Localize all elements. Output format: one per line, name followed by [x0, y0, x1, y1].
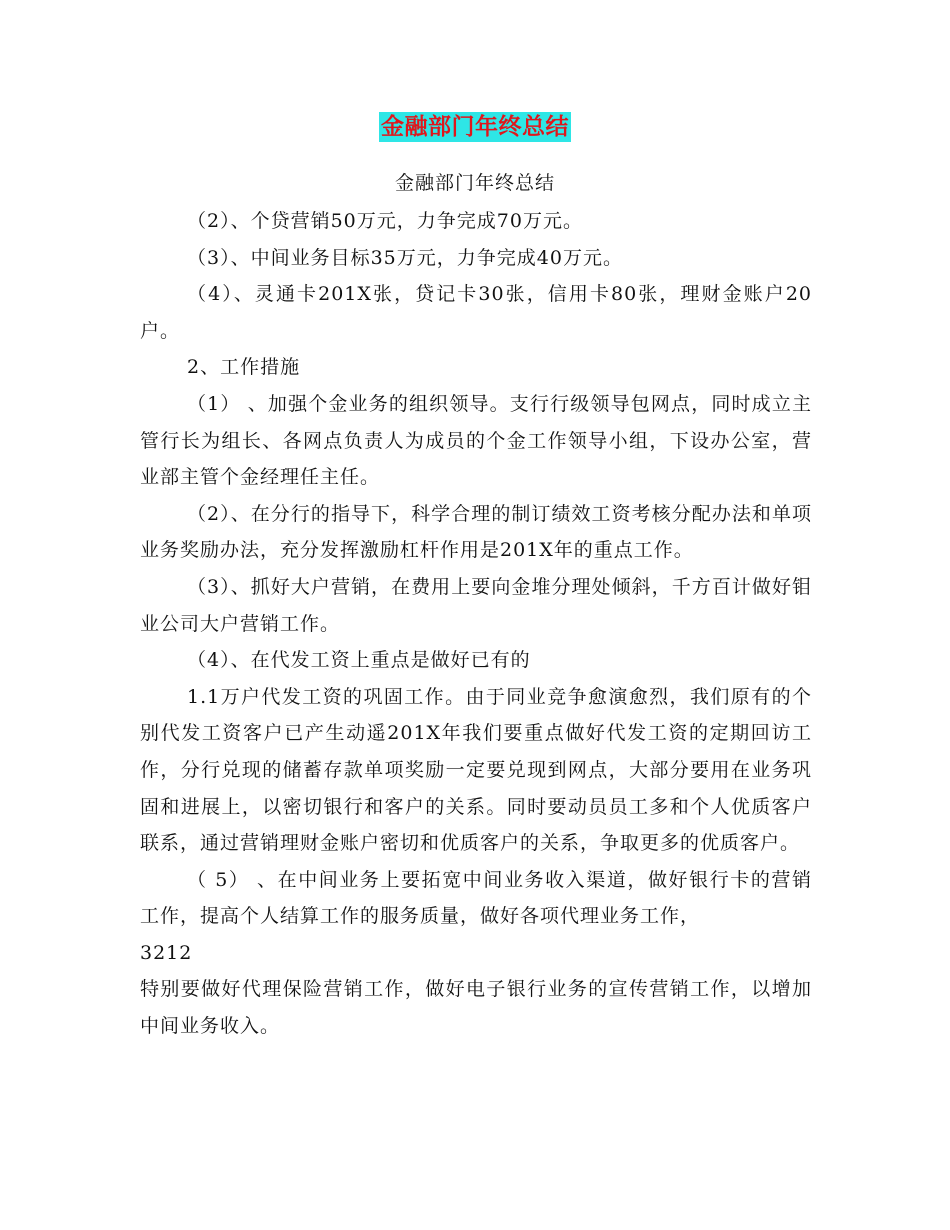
paragraph-measure-5: （ 5） 、在中间业务上要拓宽中间业务收入渠道，做好银行卡的营销工作，提高个人结算工作的服务质量，做好各项代理业务工作， — [140, 868, 812, 928]
paragraph-intermediate-target: （3）、中间业务目标35万元，力争完成40万元。 — [187, 246, 623, 269]
document-subtitle: 金融部门年终总结 — [394, 172, 555, 194]
paragraph-retail-loan: （2）、个贷营销50万元，力争完成70万元。 — [187, 210, 583, 232]
section-heading-measures: 2、工作措施 — [187, 356, 301, 379]
paragraph-measure-4: （4）、在代发工资上重点是做好已有的 — [187, 649, 531, 672]
paragraph-measure-1: （1） 、加强个金业务的组织领导。支行行级领导包网点，同时成立主管行长为组长、各网点负责人为成员的个金工作领导小组，下设办公室，营业部主管个金经理任主任。 — [140, 392, 812, 489]
document-body — [140, 203, 812, 1045]
paragraph-cards: （4）、灵通卡201X张，贷记卡30张，信用卡80张，理财金账户20户。 — [140, 283, 812, 342]
stray-number: 3212 — [140, 941, 193, 964]
paragraph-insurance: 特别要做好代理保险营销工作，做好电子银行业务的宣传营销工作，以增加中间业务收入。 — [140, 978, 812, 1038]
document-title: 金融部门年终总结 — [381, 114, 569, 140]
paragraph-payroll: 1.1万户代发工资的巩固工作。由于同业竞争愈演愈烈，我们原有的个别代发工资客户已产生动遥201X年我们要重点做好代发工资的定期回访工作，分行兑现的储蓄存款单项奖励一定要兑现到网点，大部分要用在业务巩固和进展上，以密切银行和客户的关系。同时要动员员工多和个人优质客户联系，通过营销理财金账户密切和优质客户的关系，争取更多的优质客户。 — [140, 685, 812, 855]
paragraph-measure-2: （2）、在分行的指导下，科学合理的制订绩效工资考核分配办法和单项业务奖励办法，充分发挥激励杠杆作用是201X年的重点工作。 — [140, 502, 812, 562]
title-container — [0, 112, 950, 142]
paragraph-measure-3: （3）、抓好大户营销，在费用上要向金堆分理处倾斜，千方百计做好钼业公司大户营销工作。 — [140, 575, 812, 635]
